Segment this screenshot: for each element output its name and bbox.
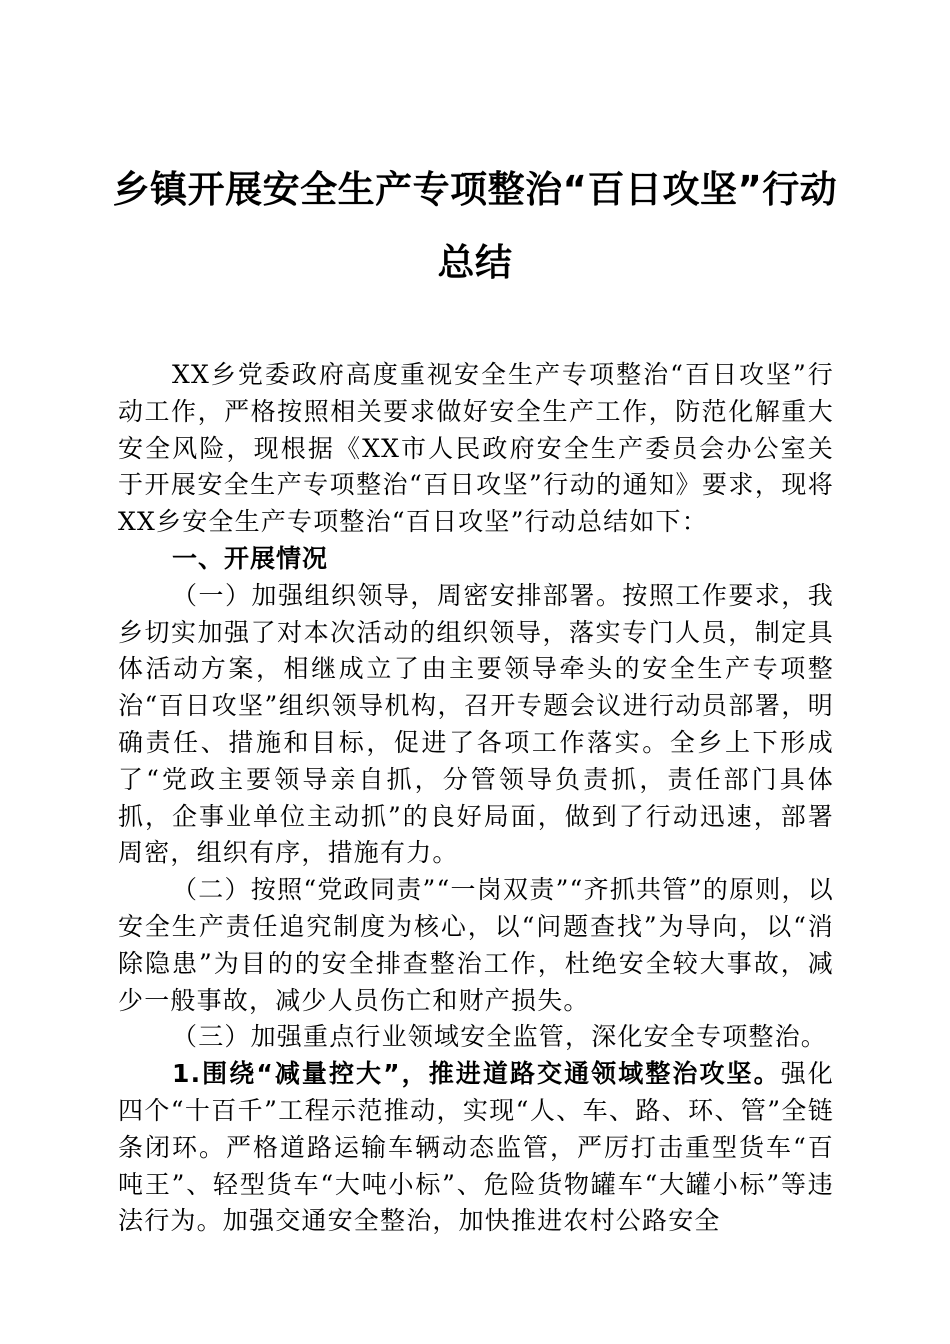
- paragraph-supervision: （三）加强重点行业领域安全监管，深化安全专项整治。: [172, 1022, 828, 1052]
- paragraph-principles: （二）按照“党政同责”“一岗双责”“齐抓共管”的原则，以安全生产责任追究制度为核心，以“问题查找”为导向，以“消除隐患”为目的的安全排查整治工作，杜绝安全较大事故，减少一般事故，减少人员伤亡和财产损失。: [118, 875, 834, 1015]
- paragraph-road-traffic: [118, 1056, 834, 1240]
- document-title-line1: 乡镇开展安全生产专项整治“百日攻坚”行动: [112, 168, 838, 211]
- paragraph-road-traffic-text: 强化四个“十百千”工程示范推动，实现“人、车、路、环、管”全链条闭环。严格道路运输车辆动态监管，严厉打击重型货车“百吨王”、轻型货车“大吨小标”、危险货物罐车“大罐小标”等违法行为。加强交通安全整治，加快推进农村公路安全: [118, 1059, 834, 1236]
- intro-paragraph: XX乡党委政府高度重视安全生产专项整治“百日攻坚”行动工作，严格按照相关要求做好安全生产工作，防范化解重大安全风险，现根据《XX市人民政府安全生产委员会办公室关于开展安全生产专项整治“百日攻坚”行动的通知》要求，现将XX乡安全生产专项整治“百日攻坚”行动总结如下：: [118, 360, 834, 537]
- document-title-line2: 总结: [437, 241, 513, 284]
- section-heading-overview: 一、开展情况: [172, 543, 329, 573]
- paragraph-road-traffic-lead: 1.围绕“减量控大”，推进道路交通领域整治攻坚。: [172, 1059, 781, 1089]
- paragraph-organization: （一）加强组织领导，周密安排部署。按照工作要求，我乡切实加强了对本次活动的组织领导，落实专门人员，制定具体活动方案，相继成立了由主要领导牵头的安全生产专项整治“百日攻坚”组织领导机构，召开专题会议进行动员部署，明确责任、措施和目标，促进了各项工作落实。全乡上下形成了“党政主要领导亲自抓，分管领导负责抓，责任部门具体抓，企事业单位主动抓”的良好局面，做到了行动迅速，部署周密，组织有序，措施有力。: [118, 580, 834, 868]
- document-body: [118, 357, 834, 1240]
